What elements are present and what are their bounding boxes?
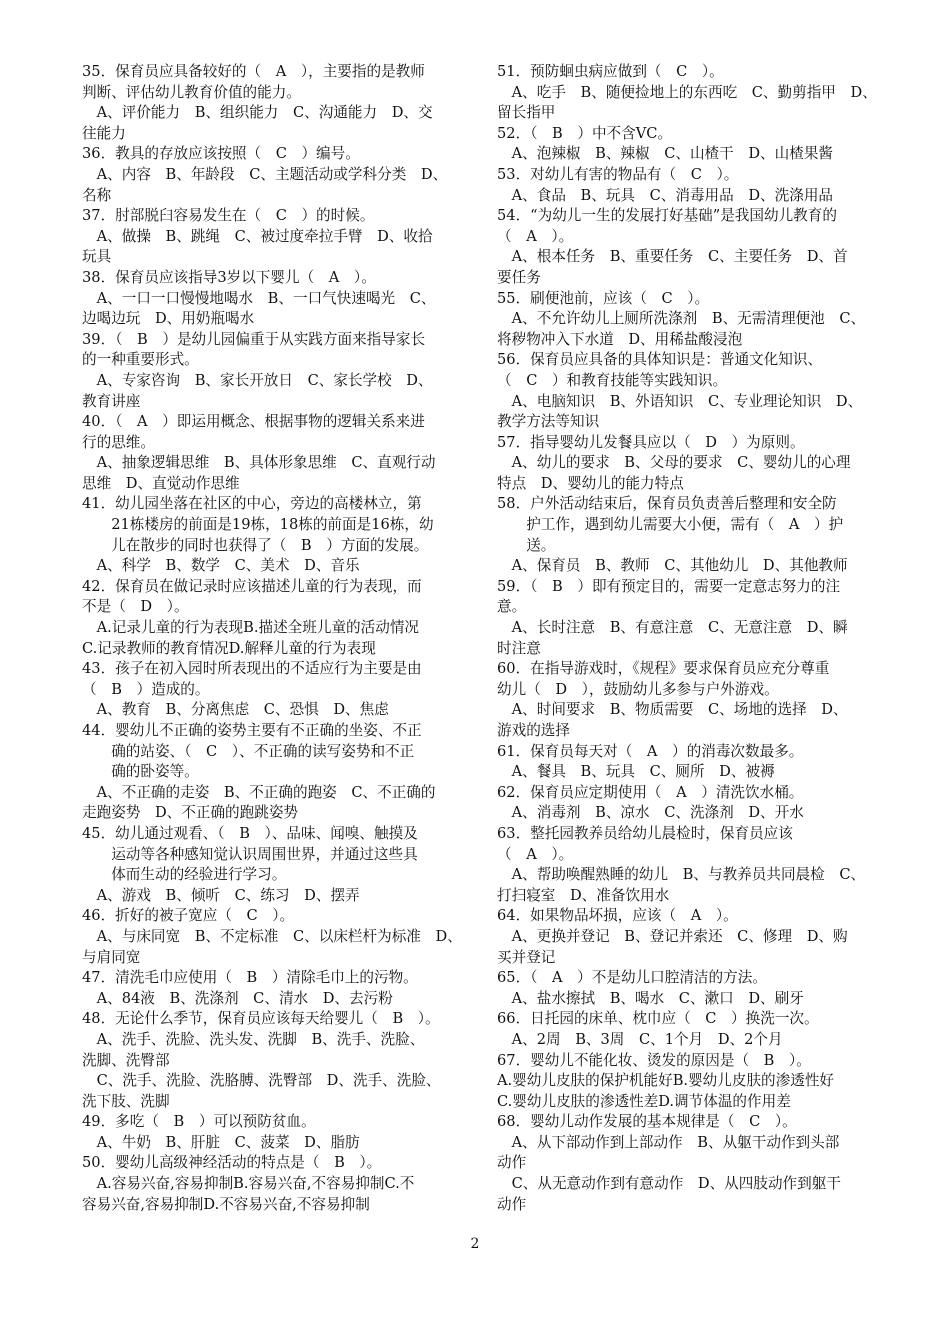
text-line: 66．日托园的床单、枕巾应（ C ）换洗一次。 [497, 1010, 819, 1028]
text-line: 要任务 [497, 268, 541, 286]
text-line: A、评价能力 B、组织能力 C、沟通能力 D、交 [82, 104, 433, 122]
text-line: 动作 [497, 1195, 527, 1213]
text-line: 53．对幼儿有害的物品有（ C ）。 [497, 165, 739, 183]
text-line: （ A ）。 [497, 845, 574, 863]
text-line: 留长指甲 [497, 104, 556, 122]
text-line: 幼儿（ D ），鼓励幼儿多参与户外游戏。 [497, 680, 779, 698]
text-line: （ C ）和教育技能等实践知识。 [497, 371, 728, 389]
text-line: 名称 [82, 186, 112, 204]
text-line: 44．婴幼儿不正确的姿势主要有不正确的坐姿、不正 [82, 722, 422, 739]
text-line: A、教育 B、分离焦虑 C、恐惧 D、焦虑 [82, 701, 389, 719]
text-line: （ B ）造成的。 [82, 680, 210, 698]
text-line: 38．保育员应该指导3岁以下婴儿（ A ）。 [82, 268, 376, 286]
text-line: A、消毒剂 B、凉水 C、洗涤剂 D、开水 [497, 804, 804, 822]
text-line: 46．折好的被子宽应（ C ）。 [82, 907, 295, 925]
text-line: A、吃手 B、随便捡地上的东西吃 C、勤剪指甲 D、 [497, 83, 877, 101]
text-line: A.记录儿童的行为表现B.描述全班儿童的活动情况 [82, 619, 420, 637]
text-line: 50．婴幼儿高级神经活动的特点是（ B ）。 [82, 1154, 382, 1172]
text-line: A、长时注意 B、有意注意 C、无意注意 D、瞬 [497, 619, 848, 637]
text-line: 特点 D、婴幼儿的能力特点 [497, 474, 684, 492]
text-line: 62．保育员应定期使用（ A ）清洗饮水桶。 [497, 783, 804, 801]
text-line: 68．婴幼儿动作发展的基本规律是（ C ）。 [497, 1113, 797, 1131]
text-line: 判断、评估幼儿教育价值的能力。 [82, 83, 301, 101]
text-line: 走跑姿势 D、不正确的跑跳姿势 [82, 804, 299, 822]
text-line: 的一种重要形式。 [82, 351, 199, 369]
text-line: 65．（ A ）不是幼儿口腔清洁的方法。 [497, 969, 767, 987]
text-line: 时注意 [497, 639, 541, 657]
text-line: A、根本任务 B、重要任务 C、主要任务 D、首 [497, 248, 848, 266]
text-line: A、专家咨询 B、家长开放日 C、家长学校 D、 [82, 371, 433, 389]
text-line: 不是（ D ）。 [82, 598, 189, 616]
text-line: 玩具 [82, 248, 112, 266]
text-line: 56．保育员应具备的具体知识是：普通文化知识、 [497, 351, 823, 369]
text-line: A、食品 B、玩具 C、消毒用品 D、洗涤用品 [497, 186, 834, 204]
text-line: 59．（ B ）即有预定目的，需要一定意志努力的注 [497, 577, 841, 595]
text-line: 42．保育员在做记录时应该描述儿童的行为表现，而 [82, 577, 422, 595]
text-line: C、洗手、洗脸、洗胳膊、洗臀部 D、洗手、洗脸、 [82, 1072, 441, 1090]
text-line: 58．户外活动结束后，保育员负责善后整理和安全防 [497, 495, 837, 513]
text-line: 将秽物冲入下水道 D、用稀盐酸浸泡 [497, 330, 743, 348]
text-line: A、保育员 B、教师 C、其他幼儿 D、其他教师 [497, 557, 848, 575]
text-line: 21栋楼房的前面是19栋，18栋的前面是16栋，幼 [82, 516, 434, 534]
text-line: 确的卧姿等。 [82, 763, 199, 781]
text-line: 63．整托园教养员给幼儿晨检时，保育员应该 [497, 824, 793, 842]
text-line: A、科学 B、数学 C、美术 D、音乐 [82, 557, 360, 575]
text-line: 体而生动的经验进行学习。 [82, 866, 287, 884]
text-line: 洗下肢、洗脚 [82, 1092, 170, 1110]
text-line: A、电脑知识 B、外语知识 C、专业理论知识 D、 [497, 392, 863, 410]
text-line: A、幼儿的要求 B、父母的要求 C、婴幼儿的心理 [497, 454, 851, 472]
text-line: A、泡辣椒 B、辣椒 C、山楂干 D、山楂果酱 [497, 145, 834, 163]
text-line: A、一口一口慢慢地喝水 B、一口气快速喝光 C、 [82, 289, 436, 307]
text-line: 确的站姿、（ C ）、不正确的读写姿势和不正 [82, 742, 415, 760]
text-line: 67．婴幼儿不能化妆、烫发的原因是（ B ）。 [497, 1051, 811, 1069]
text-line: 37．肘部脱臼容易发生在（ C ）的时候。 [82, 207, 375, 225]
text-line: 行的思维。 [82, 433, 155, 451]
text-line: 买并登记 [497, 948, 556, 966]
text-line: 边喝边玩 D、用奶瓶喝水 [82, 310, 255, 328]
text-line: 送。 [497, 536, 556, 554]
text-line: C.记录教师的教育情况D.解释儿童的行为表现 [82, 639, 376, 657]
text-line: 打扫寝室 D、准备饮用水 [497, 886, 670, 904]
text-line: 护工作，遇到幼儿需要大小便，需有（ A ）护 [497, 516, 844, 534]
text-line: A、餐具 B、玩具 C、厕所 D、被褥 [497, 763, 775, 781]
text-line: 运动等各种感知觉认识周围世界，并通过这些具 [82, 845, 418, 863]
text-line: A、游戏 B、倾听 C、练习 D、摆弄 [82, 886, 360, 904]
text-line: A、不正确的走姿 B、不正确的跑姿 C、不正确的 [82, 783, 436, 801]
text-line: 与肩同宽 [82, 948, 141, 966]
text-line: 60．在指导游戏时，《规程》要求保育员应充分尊重 [497, 660, 830, 678]
text-line: 54．“为幼儿一生的发展打好基础”是我国幼儿教育的 [497, 207, 837, 225]
text-line: A.容易兴奋,容易抑制B.容易兴奋,不容易抑制C.不 [82, 1175, 415, 1193]
text-line: A、时间要求 B、物质需要 C、场地的选择 D、 [497, 701, 848, 719]
text-line: A、洗手、洗脸、洗头发、洗脚 B、洗手、洗脸、 [82, 1030, 425, 1048]
text-line: A、与床同宽 B、不定标准 C、以床栏杆为标准 D、 [82, 927, 462, 945]
text-line: 教学方法等知识 [497, 413, 600, 431]
text-line: 往能力 [82, 124, 126, 142]
text-line: 动作 [497, 1154, 527, 1172]
text-line: 45．幼儿通过观看、（ B ）、品味、闻嗅、触摸及 [82, 824, 418, 842]
text-line: 55．刷便池前，应该（ C ）。 [497, 289, 710, 307]
text-line: 39．（ B ）是幼儿园偏重于从实践方面来指导家长 [82, 330, 426, 348]
text-line: A、牛奶 B、肝脏 C、菠菜 D、脂肪 [82, 1133, 360, 1151]
text-line: 教育讲座 [82, 392, 141, 410]
text-line: A、内容 B、年龄段 C、主题活动或学科分类 D、 [82, 165, 448, 183]
text-line: A、84液 B、洗涤剂 C、清水 D、去污粉 [82, 989, 393, 1007]
text-line: 容易兴奋,容易抑制D.不容易兴奋,不容易抑制 [82, 1195, 370, 1213]
text-line: C.婴幼儿皮肤的渗透性差D.调节体温的作用差 [497, 1092, 791, 1110]
text-line: 洗脚、洗臀部 [82, 1051, 170, 1069]
text-line: A、帮助唤醒熟睡的幼儿 B、与教养员共同晨检 C、 [497, 866, 866, 884]
text-line: A、从下部动作到上部动作 B、从躯干动作到头部 [497, 1133, 840, 1151]
text-line: A、2周 B、3周 C、1个月 D、2个月 [497, 1030, 783, 1048]
text-line: 41．幼儿园坐落在社区的中心，旁边的高楼林立，第 [82, 495, 422, 513]
text-line: 36．教具的存放应该按照（ C ）编号。 [82, 145, 360, 163]
text-line: 思维 D、直觉动作思维 [82, 474, 240, 492]
page-number: 2 [470, 1236, 480, 1252]
text-line: A.婴幼儿皮肤的保护机能好B.婴幼儿皮肤的渗透性好 [497, 1072, 835, 1090]
text-line: 64．如果物品坏损，应该（ A ）。 [497, 907, 738, 925]
text-line: （ A ）。 [497, 227, 574, 245]
text-line: 43．孩子在初入园时所表现出的不适应行为主要是由 [82, 660, 422, 678]
text-line: A、做操 B、跳绳 C、被过度牵拉手臂 D、收拾 [82, 227, 433, 245]
text-line: A、更换并登记 B、登记并索还 C、修理 D、购 [497, 927, 848, 945]
text-line: 游戏的选择 [497, 722, 570, 739]
text-line: 40．（ A ）即运用概念、根据事物的逻辑关系来进 [82, 413, 425, 431]
right-column [497, 62, 877, 1215]
text-line: 61．保育员每天对（ A ）的消毒次数最多。 [497, 742, 804, 760]
text-line: C、从无意动作到有意动作 D、从四肢动作到躯干 [497, 1175, 841, 1193]
text-line: A、抽象逻辑思维 B、具体形象思维 C、直观行动 [82, 454, 436, 472]
text-line: 57．指导婴幼儿发餐具应以（ D ）为原则。 [497, 433, 805, 451]
left-column [82, 62, 462, 1215]
text-line: 47．清洗毛巾应使用（ B ）清除毛巾上的污物。 [82, 969, 418, 987]
text-line: 52．（ B ）中不含VC。 [497, 124, 673, 142]
text-line: A、盐水擦拭 B、喝水 C、漱口 D、刷牙 [497, 989, 804, 1007]
text-line: 儿在散步的同时也获得了（ B ）方面的发展。 [82, 536, 429, 554]
text-line: 49．多吃（ B ）可以预防贫血。 [82, 1113, 316, 1131]
text-line: 意。 [497, 598, 527, 616]
text-line: 35．保育员应具备较好的（ A ），主要指的是教师 [82, 63, 425, 80]
text-line: A、不允许幼儿上厕所洗涤剂 B、无需清理便池 C、 [497, 310, 866, 328]
text-line: 48．无论什么季节，保育员应该每天给婴儿（ B ）。 [82, 1010, 440, 1028]
text-line: 51．预防蛔虫病应做到（ C ）。 [497, 63, 724, 80]
